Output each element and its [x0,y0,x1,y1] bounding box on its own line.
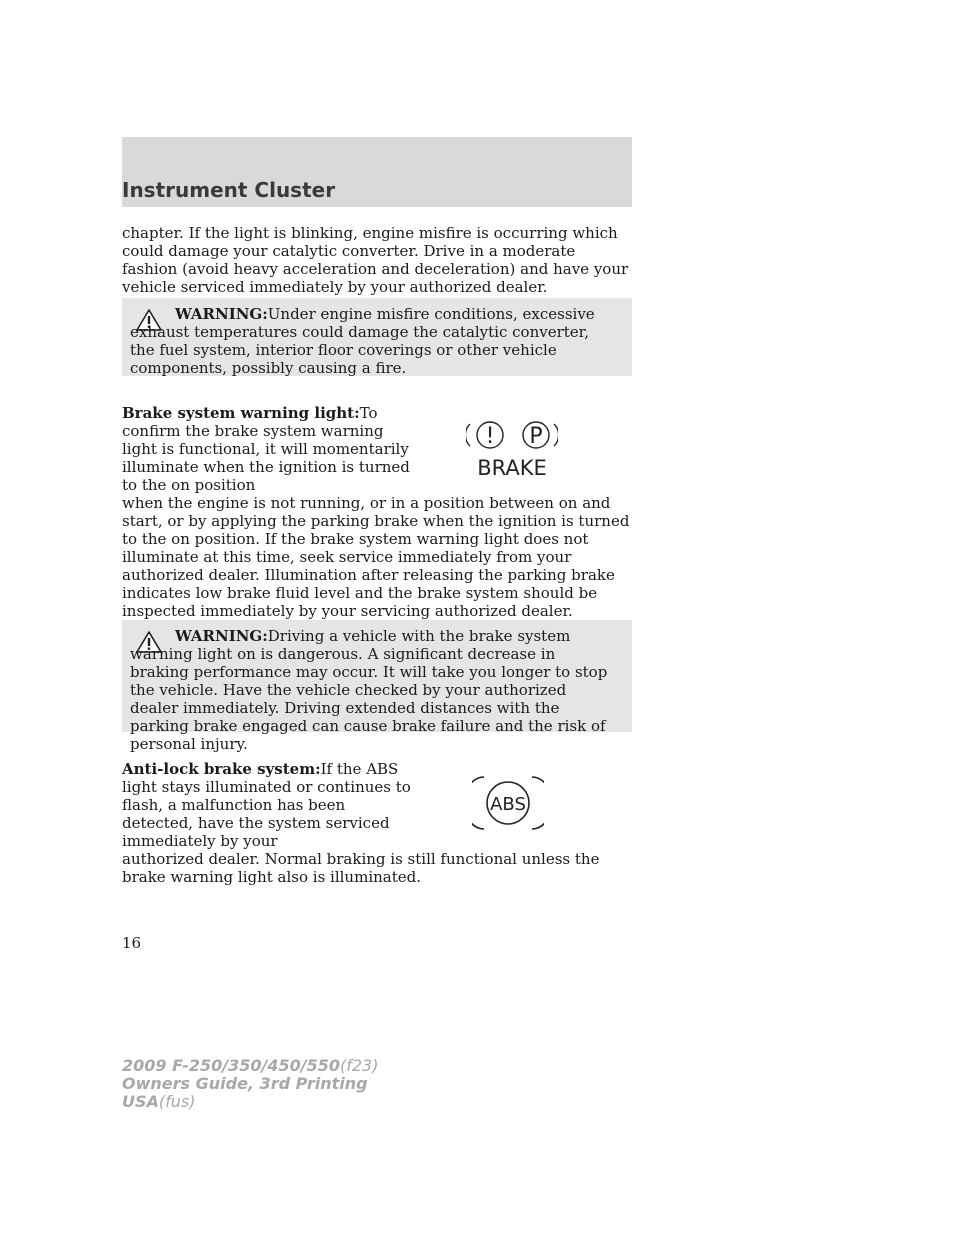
chapter-title: Instrument Cluster [122,178,336,202]
warning-body: Under engine misfire conditions, excessive exhaust temperatures could damage the catalytic converter, the fuel system, interior floor coverings or other vehicle components, possibly causing a fire. [130,305,595,377]
document-footer [122,1057,378,1111]
footer-region-code: (fus) [158,1092,196,1111]
footer-model: 2009 F-250/350/450/550 [122,1056,340,1075]
abs-paragraph-narrow [122,760,412,850]
brake-icon-letter: P [529,424,543,449]
brake-icon-mark: ! [485,424,495,449]
warning-box-brake [122,620,632,753]
footer-model-code: (f23) [340,1056,379,1075]
warning-text-misfire [130,305,618,377]
intro-paragraph: chapter. If the light is blinking, engine misfire is occurring which could damage your catalytic converter. Drive in a moderate fashion (avoid heavy acceleration and deceleration) and have your vehicle serviced immediately by your authorized dealer. [122,224,629,296]
warning-label: WARNING: [175,305,268,323]
abs-warning-icon [472,773,544,833]
brake-icon-label: BRAKE [477,456,547,478]
abs-paragraph-full: authorized dealer. Normal braking is still functional unless the brake warning light also is illuminated. [122,850,600,886]
warning-body: Driving a vehicle with the brake system warning light on is dangerous. A significant decrease in braking performance may occur. It will take you longer to stop the vehicle. Have the vehicle checked by your authorized dealer immediately. Driving extended distances with the parking brake engaged can cause brake failure and the risk of personal injury. [130,627,608,753]
warning-box-misfire [122,298,632,376]
footer-guide: Owners Guide, 3rd Printing [122,1074,368,1093]
abs-lead: Anti-lock brake system: [122,760,321,778]
brake-paragraph-full: when the engine is not running, or in a position between on and start, or by applying the parking brake when the ignition is turned to the on position. If the brake system warning light does not illuminate at this time, seek service immediately from your authorized dealer. Illumination after releasing the parking brake indicates low brake fluid level and the brake system should be inspected immediately by your servicing authorized dealer. [122,494,630,620]
warning-text-brake [130,627,618,753]
abs-text-narrow: If the ABS light stays illuminated or continues to flash, a malfunction has been detected, have the system serviced immediately by your [122,760,411,850]
page-number: 16 [122,934,142,952]
brake-warning-icon [466,416,558,478]
brake-lead: Brake system warning light: [122,404,360,422]
footer-region: USA [122,1092,159,1111]
warning-label: WARNING: [175,627,268,645]
brake-paragraph-narrow [122,404,412,494]
brake-text-narrow: To confirm the brake system warning light is functional, it will momentarily illuminate when the ignition is turned to the on position [122,404,410,494]
abs-icon-label: ABS [490,794,526,815]
